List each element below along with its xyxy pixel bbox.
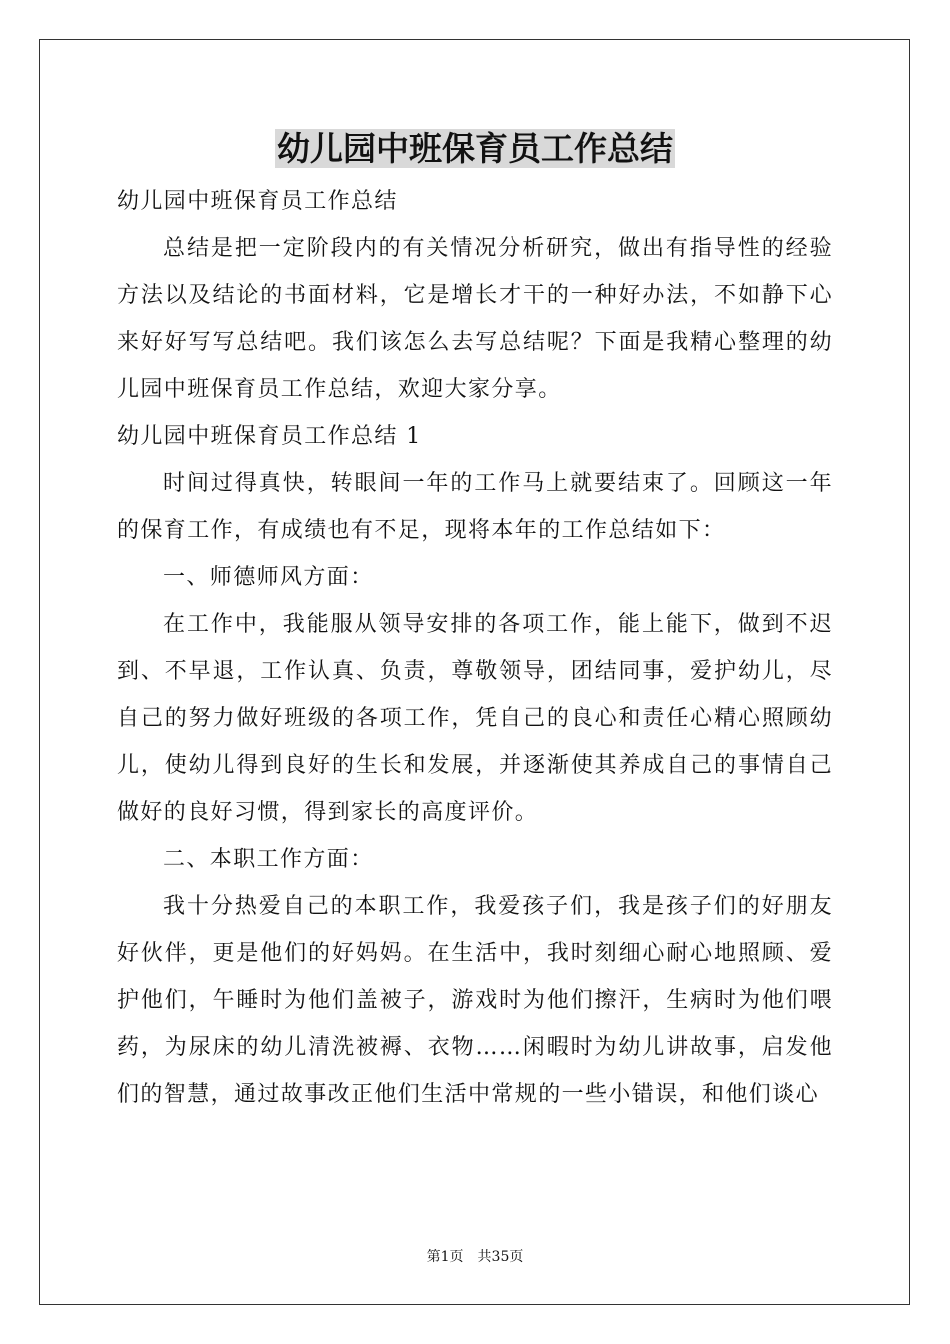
page-footer xyxy=(0,1247,950,1267)
paragraph-intro: 总结是把一定阶段内的有关情况分析研究，做出有指导性的经验方法以及结论的书面材料，它是增长才干的一种好办法，不如静下心来好好写写总结吧。我们该怎么去写总结呢？下面是我精心整理的幼儿园中班保育员工作总结，欢迎大家分享。 xyxy=(117,236,833,402)
paragraph-subtitle: 幼儿园中班保育员工作总结 xyxy=(117,189,398,214)
paragraph-opening: 时间过得真快，转眼间一年的工作马上就要结束了。回顾这一年的保育工作，有成绩也有不足，现将本年的工作总结如下： xyxy=(117,471,833,543)
page-number: 第1页 共35页 xyxy=(426,1249,524,1265)
document-title xyxy=(0,126,950,172)
document-title-text: 幼儿园中班保育员工作总结 xyxy=(277,129,673,168)
paragraph-duties: 我十分热爱自己的本职工作，我爱孩子们，我是孩子们的好朋友好伙伴，更是他们的好妈妈。在生活中，我时刻细心耐心地照顾、爱护他们，午睡时为他们盖被子，游戏时为他们擦汗，生病时为他们喂药，为尿床的幼儿清洗被褥、衣物……闲暇时为幼儿讲故事，启发他们的智慧，通过故事改正他们生活中常规的一些小错误，和他们谈心 xyxy=(117,894,833,1107)
paragraph-ethics: 在工作中，我能服从领导安排的各项工作，能上能下，做到不迟到、不早退，工作认真、负责，尊敬领导，团结同事，爱护幼儿，尽自己的努力做好班级的各项工作，凭自己的良心和责任心精心照顾幼儿，使幼儿得到良好的生长和发展，并逐渐使其养成自己的事情自己做好的良好习惯，得到家长的高度评价。 xyxy=(117,612,833,825)
subsection-heading-duties: 二、本职工作方面： xyxy=(163,847,374,872)
subsection-heading-ethics: 一、师德师风方面： xyxy=(163,565,374,590)
section-heading-1: 幼儿园中班保育员工作总结 1 xyxy=(117,424,422,449)
document-body xyxy=(117,178,833,1118)
